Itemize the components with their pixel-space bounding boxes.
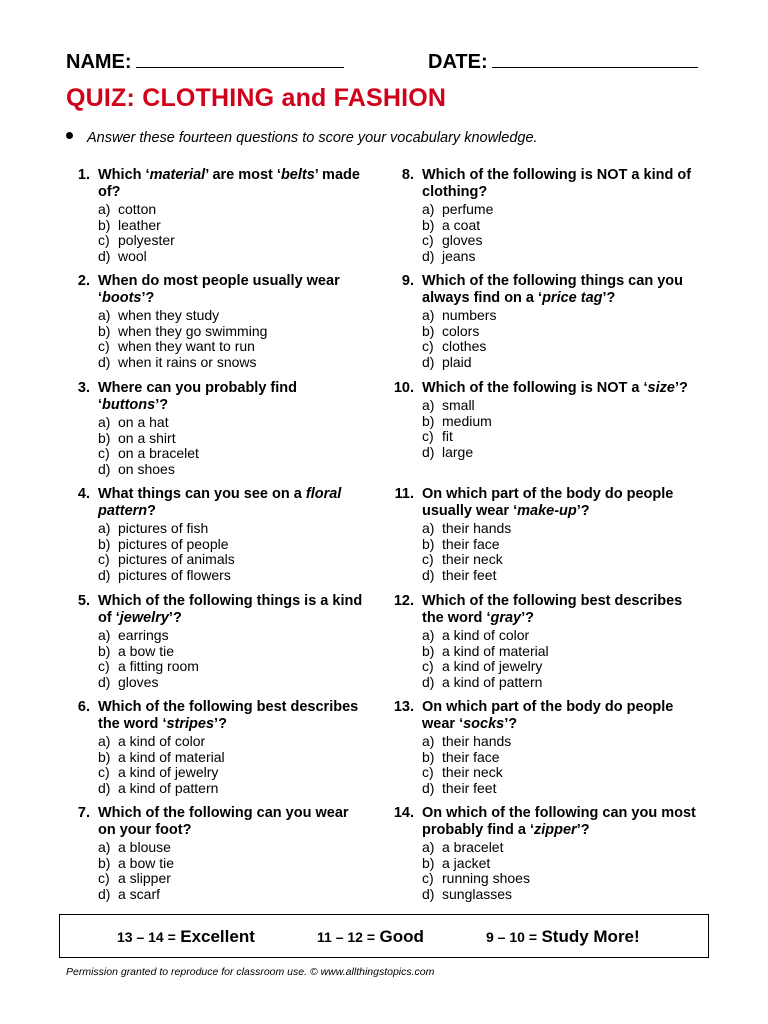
question-text <box>98 805 366 839</box>
option-text: a kind of color <box>118 733 206 749</box>
question-text <box>422 167 700 201</box>
answer-option[interactable] <box>98 415 366 431</box>
option-text: plaid <box>442 353 472 370</box>
option-letter: c) <box>422 658 434 674</box>
option-letter: b) <box>422 412 435 429</box>
answer-option[interactable] <box>422 521 700 537</box>
question-keyword: make-up <box>517 503 577 519</box>
question-text-part: When do most people usually wear ‘ <box>98 273 340 306</box>
option-letter: a) <box>98 839 111 855</box>
answer-options <box>98 521 366 583</box>
footer-permission: Permission granted to reproduce for classroom use. © www.allthingstopics.com <box>66 966 435 978</box>
question-text-part: ’? <box>576 822 590 838</box>
question-text-part: ’? <box>674 380 688 396</box>
option-text: large <box>442 443 474 460</box>
question-text-part: ’ made of? <box>98 167 360 200</box>
question-keyword: jewelry <box>119 610 169 626</box>
question-13 <box>390 699 700 796</box>
answer-option[interactable] <box>98 552 366 568</box>
question-heading <box>66 167 366 201</box>
answer-option[interactable] <box>98 734 366 750</box>
instructions <box>66 130 538 146</box>
question-text-part: ? <box>147 503 157 519</box>
option-letter: d) <box>422 353 435 370</box>
answer-option[interactable] <box>422 659 700 675</box>
option-letter: b) <box>98 216 111 233</box>
answer-option[interactable] <box>422 675 700 691</box>
answer-option[interactable] <box>422 781 700 797</box>
question-text-part: ’? <box>214 716 227 732</box>
question-text <box>422 805 700 839</box>
question-number: 11. <box>394 486 414 502</box>
question-text-part: On which part of the body do people usually wear ‘ <box>422 486 674 519</box>
option-text: perfume <box>442 201 494 217</box>
option-text: a kind of material <box>118 748 225 765</box>
option-letter: d) <box>98 566 111 583</box>
option-letter: d) <box>422 779 435 796</box>
question-number: 13. <box>393 699 414 715</box>
answer-option[interactable] <box>98 856 366 872</box>
answer-option[interactable] <box>422 537 700 553</box>
option-text: a kind of jewelry <box>442 658 543 674</box>
option-text: running shoes <box>442 870 530 886</box>
answer-option[interactable] <box>98 462 366 478</box>
question-8 <box>390 167 700 264</box>
bullet-icon <box>66 132 73 139</box>
option-text: medium <box>442 412 492 429</box>
option-letter: c) <box>98 658 110 674</box>
option-letter: c) <box>98 764 110 780</box>
option-text: their feet <box>442 779 497 796</box>
option-text: a bow tie <box>118 854 175 871</box>
question-2 <box>66 273 366 370</box>
answer-options <box>98 415 366 477</box>
option-letter: d) <box>98 779 111 796</box>
question-text-part: Which of the following is NOT a kind of clothing? <box>422 167 692 200</box>
option-text: their face <box>442 748 500 765</box>
option-text: a coat <box>442 216 481 233</box>
score-study-more <box>486 927 640 947</box>
option-text: their face <box>442 535 500 552</box>
option-text: colors <box>442 322 480 339</box>
option-text: pictures of flowers <box>118 566 231 583</box>
option-letter: b) <box>422 216 435 233</box>
option-letter: d) <box>422 247 435 264</box>
question-text-part: Where can you probably find ‘ <box>98 380 297 413</box>
option-letter: d) <box>422 885 435 902</box>
name-field <box>66 51 344 74</box>
option-text: on a hat <box>118 414 169 430</box>
answer-options <box>98 628 366 690</box>
option-text: when they study <box>118 307 220 323</box>
question-text-part: ’? <box>576 503 590 519</box>
question-14 <box>390 805 700 902</box>
question-text-part: ’? <box>504 716 518 732</box>
answer-option[interactable] <box>98 568 366 584</box>
option-letter: a) <box>98 520 111 536</box>
question-text-part: ’? <box>602 290 616 306</box>
question-9 <box>390 273 700 370</box>
option-letter: c) <box>98 551 110 567</box>
question-text-part: ’ are most ‘ <box>205 167 281 183</box>
option-text: wool <box>118 247 147 264</box>
option-letter: c) <box>98 338 110 354</box>
date-field <box>428 51 698 74</box>
question-text-part: Which ‘ <box>98 167 150 183</box>
question-heading <box>66 380 366 414</box>
option-text: cotton <box>118 201 157 217</box>
question-text-part: On which part of the body do people wear ‘ <box>422 699 674 732</box>
option-letter: b) <box>422 322 435 339</box>
question-keyword: floral pattern <box>98 486 342 519</box>
question-number: 12. <box>393 593 414 609</box>
question-text <box>98 380 366 414</box>
question-text <box>422 380 700 397</box>
answer-option[interactable] <box>422 355 700 371</box>
question-text <box>98 699 366 733</box>
option-letter: d) <box>422 566 435 583</box>
question-text <box>422 486 700 520</box>
question-heading <box>66 805 366 839</box>
question-12 <box>390 593 700 690</box>
answer-option[interactable] <box>422 552 700 568</box>
option-text: jeans <box>442 247 476 264</box>
option-text: polyester <box>118 232 175 248</box>
score-good <box>317 927 424 947</box>
question-4 <box>66 486 366 583</box>
question-number: 8. <box>401 167 414 183</box>
answer-option[interactable] <box>422 840 700 856</box>
answer-options <box>422 521 700 583</box>
question-text <box>422 273 700 307</box>
option-text: gloves <box>442 232 483 248</box>
option-letter: b) <box>98 322 111 339</box>
question-text-part: ’? <box>521 610 535 626</box>
question-11 <box>390 486 700 583</box>
question-heading <box>390 486 700 520</box>
option-text: pictures of people <box>118 535 229 552</box>
answer-option[interactable] <box>98 537 366 553</box>
option-letter: a) <box>422 839 435 855</box>
option-letter: c) <box>98 232 110 248</box>
question-text-part: Which of the following best describes the word ‘ <box>98 699 359 732</box>
question-text-part: Which of the following can you wear on your foot? <box>98 805 349 838</box>
answer-options <box>422 628 700 690</box>
option-letter: d) <box>98 460 111 477</box>
answer-option[interactable] <box>98 887 366 903</box>
answer-option[interactable] <box>422 856 700 872</box>
answer-option[interactable] <box>98 431 366 447</box>
question-keyword: zipper <box>533 822 577 838</box>
option-letter: a) <box>98 414 111 430</box>
answer-option[interactable] <box>98 781 366 797</box>
question-heading <box>390 805 700 839</box>
answer-option[interactable] <box>98 628 366 644</box>
question-keyword: material <box>149 167 206 183</box>
answer-option[interactable] <box>98 675 366 691</box>
answer-option[interactable] <box>422 429 700 445</box>
answer-option[interactable] <box>98 765 366 781</box>
question-keyword: size <box>647 380 675 396</box>
answer-option[interactable] <box>98 202 366 218</box>
question-heading <box>390 593 700 627</box>
option-text: a kind of jewelry <box>118 764 219 780</box>
option-letter: a) <box>98 627 111 643</box>
question-keyword: boots <box>102 290 142 306</box>
question-text <box>98 167 366 201</box>
question-heading <box>66 593 366 627</box>
score-excellent <box>117 927 255 947</box>
option-letter: c) <box>422 551 434 567</box>
option-text: a bow tie <box>118 642 175 659</box>
option-text: their hands <box>442 520 512 536</box>
answer-option[interactable] <box>422 308 700 324</box>
option-letter: b) <box>98 429 111 446</box>
question-number: 3. <box>77 380 90 396</box>
question-text <box>98 593 366 627</box>
option-text: when they want to run <box>118 338 255 354</box>
option-letter: a) <box>422 627 435 643</box>
option-text: on a shirt <box>118 429 176 446</box>
answer-options <box>98 734 366 796</box>
option-letter: d) <box>98 247 111 264</box>
answer-option[interactable] <box>98 308 366 324</box>
answer-option[interactable] <box>98 871 366 887</box>
option-text: a kind of color <box>442 627 530 643</box>
option-text: pictures of fish <box>118 520 209 536</box>
answer-option[interactable] <box>422 734 700 750</box>
question-number: 2. <box>77 273 90 289</box>
question-7 <box>66 805 366 902</box>
question-heading <box>390 167 700 201</box>
option-text: a kind of pattern <box>118 779 219 796</box>
answer-options <box>422 308 700 370</box>
option-text: small <box>442 397 475 413</box>
question-number: 10. <box>393 380 414 396</box>
option-text: numbers <box>442 307 497 323</box>
question-text-part: Which of the following things is a kind of ‘ <box>98 593 363 626</box>
answer-option[interactable] <box>98 750 366 766</box>
question-keyword: stripes <box>166 716 215 732</box>
option-letter: c) <box>422 764 434 780</box>
answer-option[interactable] <box>98 233 366 249</box>
answer-option[interactable] <box>98 659 366 675</box>
option-letter: a) <box>422 520 435 536</box>
option-text: gloves <box>118 673 159 690</box>
answer-options <box>422 734 700 796</box>
option-text: sunglasses <box>442 885 513 902</box>
option-letter: c) <box>98 445 110 461</box>
option-text: a jacket <box>442 854 491 871</box>
question-text <box>422 593 700 627</box>
option-letter: a) <box>98 307 111 323</box>
answer-option[interactable] <box>98 249 366 265</box>
answer-options <box>422 202 700 264</box>
answer-option[interactable] <box>422 414 700 430</box>
option-letter: b) <box>98 642 111 659</box>
score-label: Study More! <box>541 927 640 946</box>
option-letter: b) <box>422 535 435 552</box>
score-range: 9 – 10 = <box>486 929 537 945</box>
option-text: earrings <box>118 627 169 643</box>
question-text-part: ’? <box>168 610 182 626</box>
option-letter: c) <box>422 338 434 354</box>
quiz-title: QUIZ: CLOTHING and FASHION <box>66 84 447 112</box>
answer-options <box>422 840 700 902</box>
name-label: NAME: <box>66 51 132 73</box>
answer-option[interactable] <box>422 202 700 218</box>
question-number: 1. <box>77 167 90 183</box>
question-keyword: price tag <box>542 290 603 306</box>
option-text: clothes <box>442 338 487 354</box>
option-text: a blouse <box>118 839 171 855</box>
question-text-part: Which of the following is NOT a ‘ <box>422 380 648 396</box>
question-text-part: What things can you see on a <box>98 486 306 502</box>
score-range: 11 – 12 = <box>317 929 376 945</box>
question-text <box>422 699 700 733</box>
option-letter: a) <box>422 397 435 413</box>
option-text: on a bracelet <box>118 445 199 461</box>
option-letter: a) <box>422 733 435 749</box>
option-letter: d) <box>422 443 435 460</box>
question-number: 4. <box>77 486 90 502</box>
question-text-part: On which of the following can you most probably find a ‘ <box>422 805 696 838</box>
option-letter: b) <box>422 642 435 659</box>
answer-option[interactable] <box>98 324 366 340</box>
option-text: their neck <box>442 764 503 780</box>
answer-option[interactable] <box>422 398 700 414</box>
question-keyword: gray <box>490 610 522 626</box>
answer-option[interactable] <box>98 644 366 660</box>
answer-option[interactable] <box>422 568 700 584</box>
answer-option[interactable] <box>422 233 700 249</box>
name-blank-line[interactable] <box>136 51 344 68</box>
score-range: 13 – 14 = <box>117 929 176 945</box>
question-10 <box>390 380 700 460</box>
answer-option[interactable] <box>98 446 366 462</box>
question-heading <box>390 273 700 307</box>
answer-options <box>422 398 700 460</box>
question-number: 9. <box>401 273 414 289</box>
question-keyword: buttons <box>102 397 156 413</box>
option-letter: b) <box>422 748 435 765</box>
answer-option[interactable] <box>98 339 366 355</box>
answer-option[interactable] <box>98 840 366 856</box>
answer-option[interactable] <box>422 887 700 903</box>
option-text: their neck <box>442 551 503 567</box>
question-keyword: belts <box>280 167 315 183</box>
answer-option[interactable] <box>98 218 366 234</box>
option-letter: d) <box>98 673 111 690</box>
answer-option[interactable] <box>422 324 700 340</box>
option-letter: d) <box>98 353 111 370</box>
answer-option[interactable] <box>98 521 366 537</box>
question-text <box>98 273 366 307</box>
option-letter: c) <box>422 428 434 444</box>
score-label: Excellent <box>180 927 255 946</box>
option-letter: d) <box>98 885 111 902</box>
question-3 <box>66 380 366 477</box>
option-letter: a) <box>422 307 435 323</box>
option-letter: a) <box>98 733 111 749</box>
question-5 <box>66 593 366 690</box>
option-letter: b) <box>422 854 435 871</box>
date-blank-line[interactable] <box>492 51 698 68</box>
option-letter: c) <box>422 870 434 886</box>
option-text: a kind of pattern <box>442 673 543 690</box>
answer-option[interactable] <box>422 249 700 265</box>
option-text: their feet <box>442 566 497 583</box>
option-letter: a) <box>422 201 435 217</box>
answer-option[interactable] <box>422 750 700 766</box>
score-label: Good <box>379 927 424 946</box>
option-text: their hands <box>442 733 512 749</box>
option-text: a bracelet <box>442 839 504 855</box>
option-letter: a) <box>98 201 111 217</box>
question-heading <box>390 380 700 397</box>
answer-option[interactable] <box>98 355 366 371</box>
question-heading <box>66 486 366 520</box>
option-letter: c) <box>422 232 434 248</box>
instructions-text: Answer these fourteen questions to score your vocabulary knowledge. <box>87 130 538 146</box>
answer-option[interactable] <box>422 339 700 355</box>
option-text: when they go swimming <box>118 322 268 339</box>
question-heading <box>66 699 366 733</box>
question-number: 6. <box>77 699 90 715</box>
answer-option[interactable] <box>422 765 700 781</box>
answer-options <box>98 202 366 264</box>
option-text: on shoes <box>118 460 175 477</box>
option-text: a slipper <box>118 870 171 886</box>
option-text: a fitting room <box>118 658 199 674</box>
option-text: fit <box>442 428 453 444</box>
question-text-part: ’? <box>155 397 169 413</box>
question-heading <box>66 273 366 307</box>
question-keyword: socks <box>463 716 505 732</box>
option-text: pictures of animals <box>118 551 235 567</box>
answer-option[interactable] <box>422 644 700 660</box>
option-text: a scarf <box>118 885 161 902</box>
question-number: 14. <box>393 805 414 821</box>
option-text: a kind of material <box>442 642 549 659</box>
answer-options <box>98 308 366 370</box>
question-text-part: ’? <box>141 290 155 306</box>
question-number: 5. <box>77 593 90 609</box>
option-text: when it rains or snows <box>118 353 257 370</box>
answer-option[interactable] <box>422 445 700 461</box>
question-text-part: Which of the following things can you always find on a ‘ <box>422 273 683 306</box>
date-label: DATE: <box>428 51 488 73</box>
question-heading <box>390 699 700 733</box>
answer-option[interactable] <box>422 218 700 234</box>
answer-option[interactable] <box>422 871 700 887</box>
question-6 <box>66 699 366 796</box>
option-letter: c) <box>98 870 110 886</box>
question-1 <box>66 167 366 264</box>
score-box <box>59 914 709 958</box>
answer-option[interactable] <box>422 628 700 644</box>
question-number: 7. <box>77 805 90 821</box>
answer-options <box>98 840 366 902</box>
option-text: leather <box>118 216 161 233</box>
question-text <box>98 486 366 520</box>
option-letter: b) <box>98 748 111 765</box>
option-letter: b) <box>98 854 111 871</box>
question-text-part: Which of the following best describes the word ‘ <box>422 593 683 626</box>
option-letter: d) <box>422 673 435 690</box>
option-letter: b) <box>98 535 111 552</box>
